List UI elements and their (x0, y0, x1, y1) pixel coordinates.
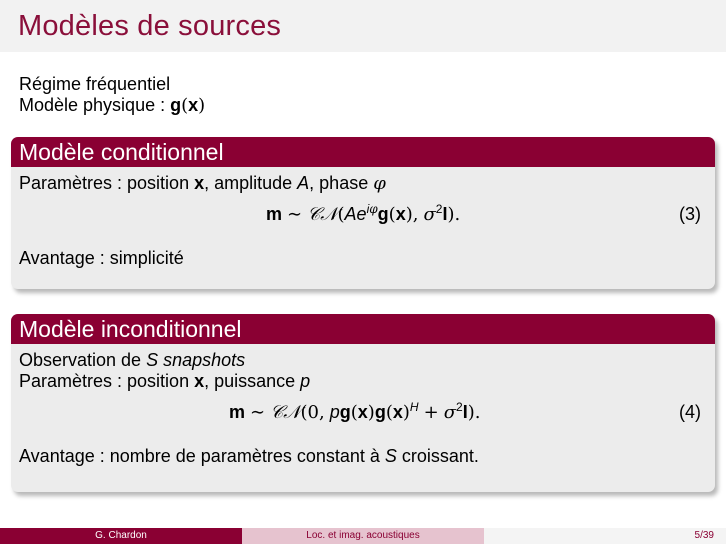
intro-line-regime: Régime fréquentiel (19, 74, 171, 94)
parameters-line: Paramètres : position x, amplitude A, phase φ (19, 173, 386, 194)
equation-row (19, 392, 707, 434)
block-title: Modèle conditionnel (11, 137, 715, 167)
intro-line-model: Modèle physique : g(x) (19, 95, 206, 116)
parameters-line: Paramètres : position x, puissance p (19, 371, 311, 391)
equation-row (19, 194, 707, 236)
block-title: Modèle inconditionnel (11, 314, 715, 344)
advantage-line: Avantage : nombre de paramètres constant à S croissant. (19, 446, 479, 466)
footer-bar (0, 528, 726, 544)
block-conditional-model (11, 137, 715, 289)
block-body (11, 344, 715, 467)
block-unconditional-model (11, 314, 715, 492)
block-body (11, 167, 715, 269)
intro-text (19, 74, 205, 116)
slide-title-bar (0, 0, 726, 52)
equation-number: (3) (679, 204, 701, 224)
footer-author: G. Chardon (0, 528, 242, 544)
slide-title: Modèles de sources (18, 10, 282, 42)
footer-short-title: Loc. et imag. acoustiques (242, 528, 484, 544)
equation-conditional: m ∼ $𝒞𝒩(Ae^{i\varphi}g(x)$, $\sigma^2I$). (266, 202, 461, 225)
observation-line: Observation de S snapshots (19, 350, 246, 370)
advantage-line: Avantage : simplicité (19, 248, 184, 268)
equation-unconditional: m ∼ 𝒞𝒩(0, $pg(x)g(x)^H + \sigma^2I$). (229, 400, 481, 423)
footer-page-number: 5/39 (484, 528, 726, 544)
equation-number: (4) (679, 402, 701, 422)
